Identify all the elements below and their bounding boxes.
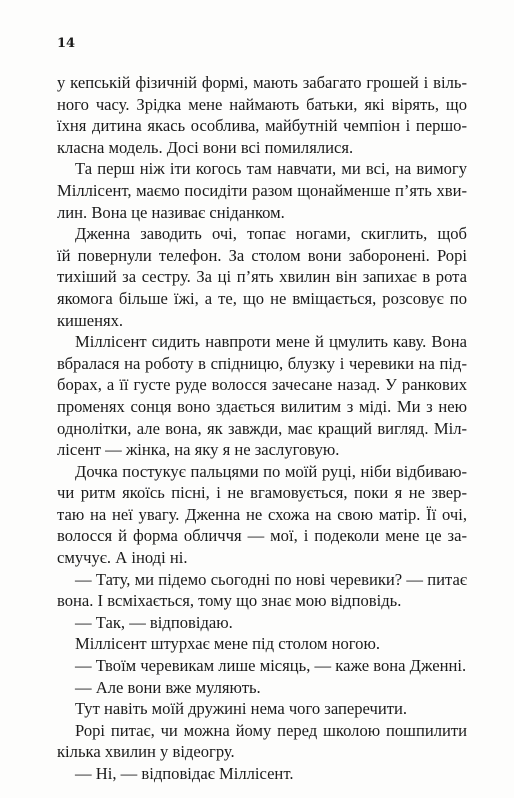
text-line: променях сонця воно здається вилитим з міді. Ми з нею xyxy=(57,396,467,416)
text-line: Рорі питає, чи можна йому перед школою пошпилити xyxy=(75,720,467,740)
text-line: волосся й форма обличчя — мої, і подеколи мене це за- xyxy=(57,526,467,546)
text-line: якомога більше їжі, а те, що не вміщається, розсовує по xyxy=(57,288,467,308)
text-line: — Тату, ми підемо сьогодні по нові черевики? — питає xyxy=(75,569,467,589)
text-line: таю на неї увагу. Дженна не схожа на свою матір. Її очі, xyxy=(57,504,467,524)
text-line: — Твоїм черевикам лише місяць, — каже вона Дженні. xyxy=(75,656,467,676)
body-text xyxy=(57,72,467,785)
text-line: їхня дитина якась особлива, майбутній чемпіон і першо- xyxy=(57,116,467,136)
text-line: Тут навіть моїй дружині нема чого заперечити. xyxy=(75,699,408,719)
text-line: Дочка постукує пальцями по моїй руці, ніби відбиваю- xyxy=(75,461,467,481)
text-line: борах, а її густе руде волосся зачесане назад. У ранкових xyxy=(57,375,467,395)
text-line: — Ні, — відповідає Міллісент. xyxy=(75,764,294,783)
text-line: тихіший за сестру. За ці п’ять хвилин він запихає в рота xyxy=(57,267,467,287)
text-line: Та перш ніж іти когось там навчати, ми всі, на вимогу xyxy=(75,159,467,179)
text-line: Міллісент, маємо посидіти разом щонайменше п’ять хви- xyxy=(57,180,467,200)
page-number: 14 xyxy=(57,36,76,51)
text-line: — Але вони вже муляють. xyxy=(75,677,261,697)
text-line: лин. Вона це називає сніданком. xyxy=(57,202,285,222)
text-line: чи ритм якоїсь пісні, і не вгамовується, поки я не звер- xyxy=(57,483,467,503)
text-line: смучує. А іноді ні. xyxy=(57,548,188,568)
text-line: кишенях. xyxy=(57,310,124,330)
text-line: — Так, — відповідаю. xyxy=(75,612,233,632)
text-line: Міллісент сидить навпроти мене й цмулить каву. Вона xyxy=(75,332,467,352)
text-line: лісент — жінка, на яку я не заслуговую. xyxy=(57,440,340,460)
text-line: однолітки, але вона, як завжди, має кращий вигляд. Міл- xyxy=(57,418,467,438)
text-line: у кепській фізичній формі, мають забагато грошей і віль- xyxy=(57,73,467,92)
text-line: ного часу. Зрідка мене наймають батьки, які вірять, що xyxy=(57,94,467,114)
text-line: Міллісент штурхає мене під столом ногою. xyxy=(75,634,381,654)
text-line: вона. І всміхається, тому що знає мою відповідь. xyxy=(57,591,402,611)
text-line: кілька хвилин у відеогру. xyxy=(57,742,235,762)
text-line: їй повернули телефон. За столом вони заборонені. Рорі xyxy=(57,245,467,265)
text-line: вбралася на роботу в спідницю, блузку і черевики на під- xyxy=(57,353,467,373)
text-line: Дженна заводить очі, топає ногами, скиглить, щоб xyxy=(75,224,467,244)
text-line: класна модель. Досі вони всі помилялися. xyxy=(57,137,354,157)
